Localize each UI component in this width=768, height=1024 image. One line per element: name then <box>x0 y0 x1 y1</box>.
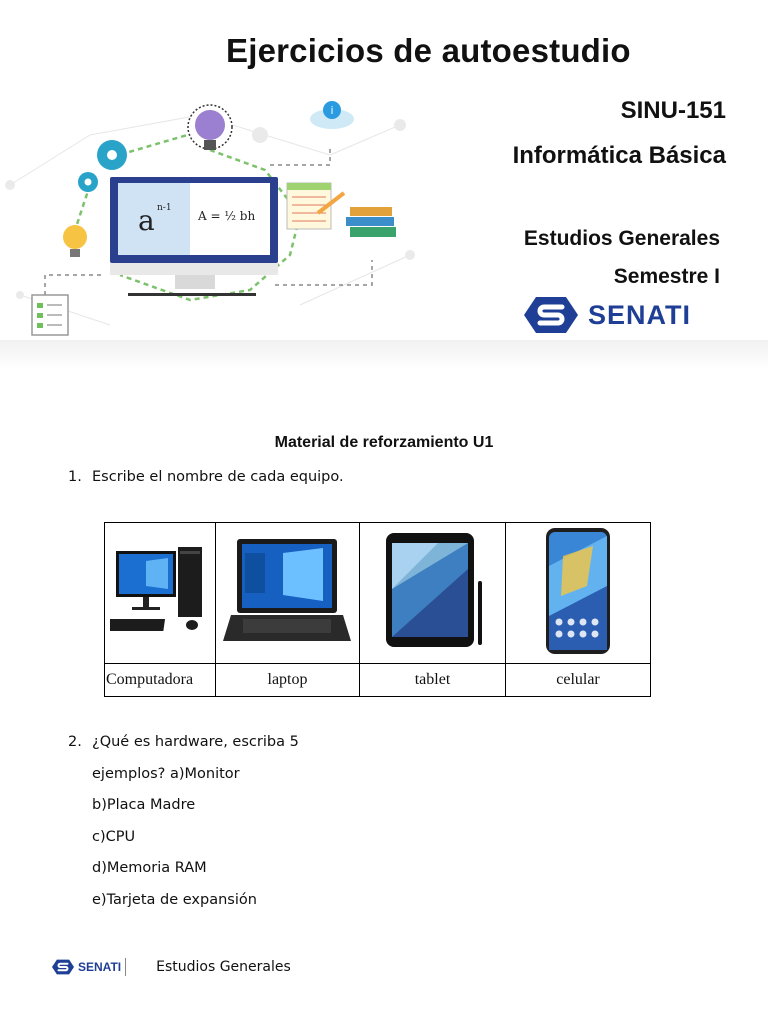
footer-text: Estudios Generales <box>156 959 291 975</box>
tablet-icon <box>378 529 488 653</box>
equipment-label: laptop <box>216 664 360 697</box>
equipment-table <box>104 522 651 697</box>
question-number: 1. <box>68 469 82 485</box>
senati-logo-icon <box>524 295 578 335</box>
table-cell <box>216 523 360 664</box>
equipment-label: celular <box>506 664 651 697</box>
semester-label: Semestre I <box>613 265 720 288</box>
course-name: Informática Básica <box>512 142 726 169</box>
svg-text:i: i <box>330 104 334 117</box>
smartphone-icon <box>543 526 613 656</box>
section-title: Material de reforzamiento U1 <box>274 434 494 451</box>
answer-line: c)CPU <box>92 828 136 845</box>
senati-wordmark: SENATI <box>78 960 122 974</box>
question-text: ¿Qué es hardware, escriba 5 <box>92 734 299 750</box>
course-code: SINU-151 <box>620 97 726 124</box>
answer-line: d)Memoria RAM <box>92 860 207 876</box>
senati-logo <box>524 294 691 336</box>
page-title: Ejercicios de autoestudio <box>226 32 631 69</box>
svg-text:a: a <box>138 204 155 237</box>
svg-text:A = ½ bh: A = ½ bh <box>198 209 256 223</box>
header-banner <box>0 0 768 370</box>
answer-line: b)Placa Madre <box>92 797 196 813</box>
table-row <box>105 664 651 697</box>
question-line: ejemplos? a)Monitor <box>92 765 240 782</box>
laptop-icon <box>223 533 353 649</box>
equipment-label: Computadora <box>105 664 216 697</box>
education-illustration <box>0 95 420 345</box>
question-2 <box>68 727 299 916</box>
question-1 <box>68 469 344 485</box>
program-name: Estudios Generales <box>523 227 720 250</box>
footer-divider <box>125 958 126 976</box>
table-cell <box>360 523 506 664</box>
table-row <box>105 523 651 664</box>
senati-wordmark: SENATI <box>588 299 692 330</box>
answer-line: e)Tarjeta de expansión <box>92 891 257 908</box>
question-text: Escribe el nombre de cada equipo. <box>92 469 344 485</box>
senati-logo-icon <box>52 958 74 976</box>
equipment-label: tablet <box>360 664 506 697</box>
question-line <box>68 727 299 759</box>
page-footer <box>52 958 291 976</box>
table-cell <box>506 523 651 664</box>
desktop-computer-icon <box>110 541 210 641</box>
question-number: 2. <box>68 734 82 750</box>
svg-text:n-1: n-1 <box>157 203 172 213</box>
table-cell <box>105 523 216 664</box>
